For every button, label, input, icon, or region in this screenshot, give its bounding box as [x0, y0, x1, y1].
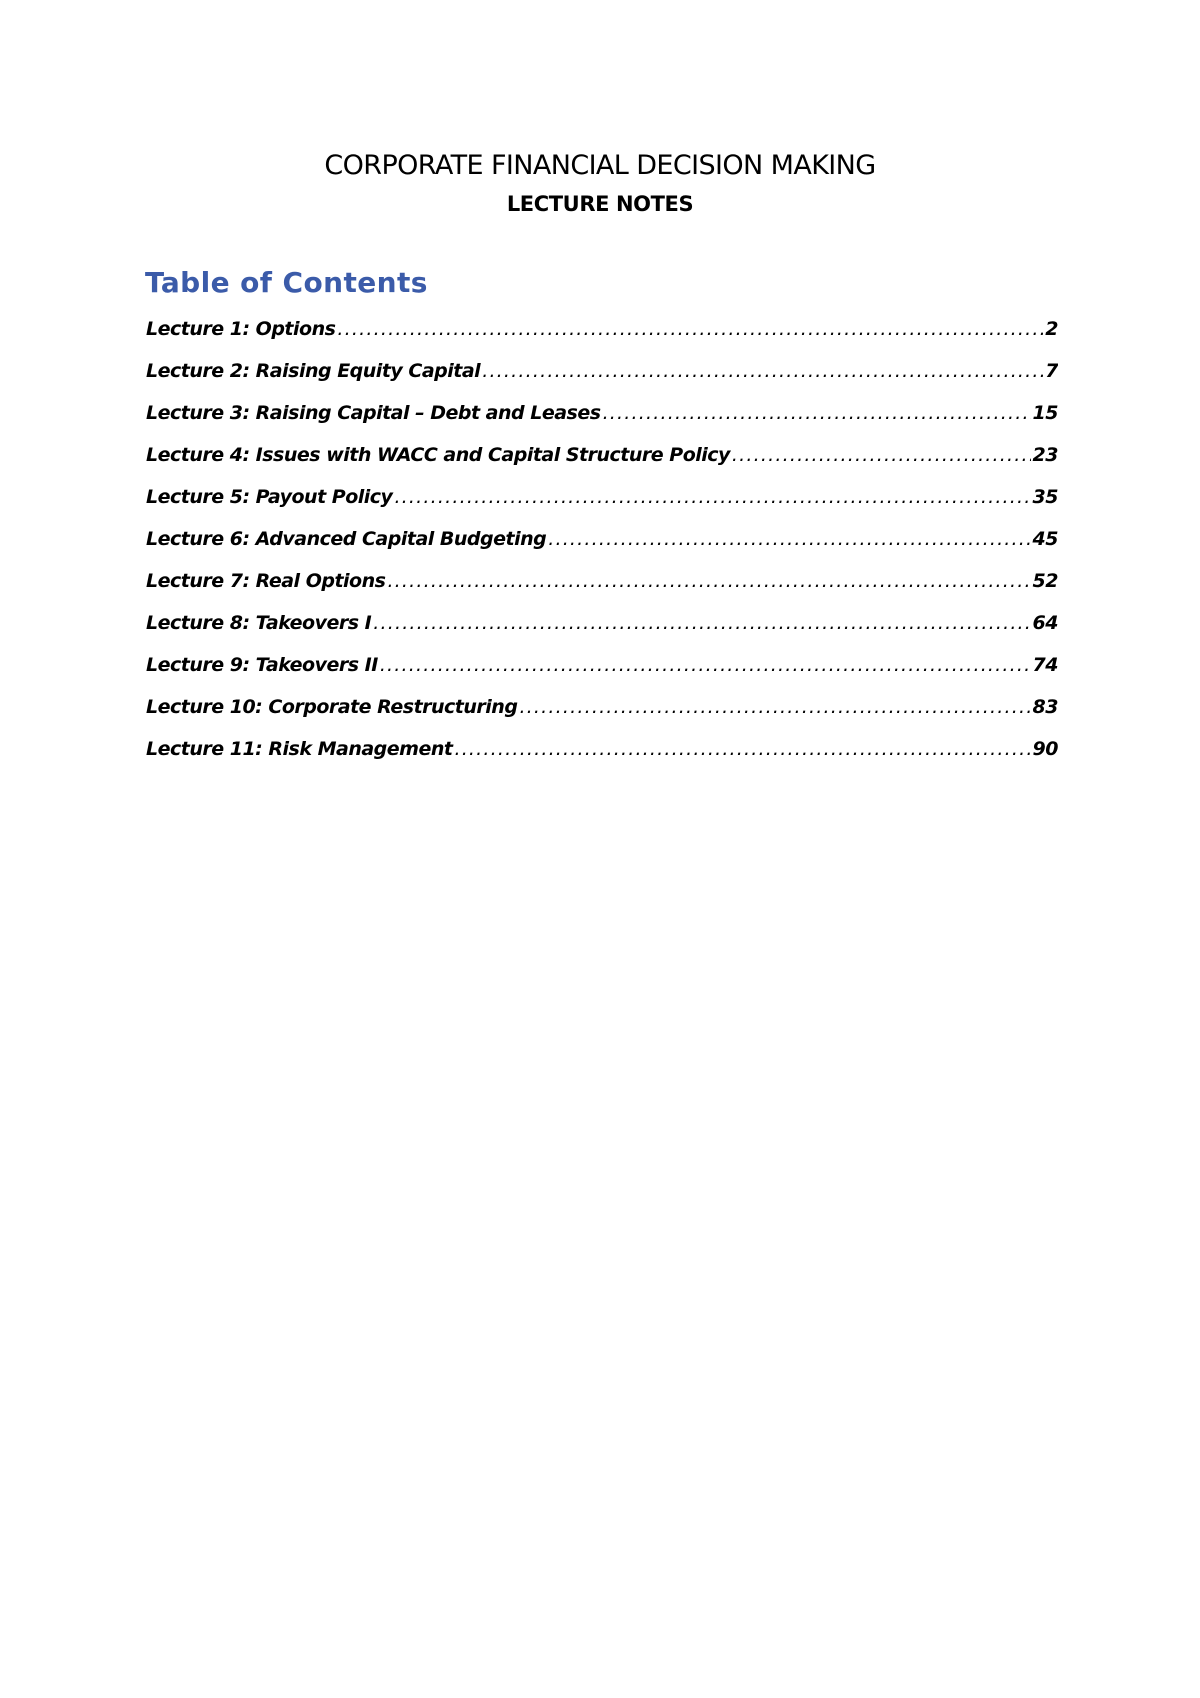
- toc-entry[interactable]: [146, 528, 1058, 570]
- toc-entry-label: Lecture 5: Payout Policy: [146, 486, 393, 508]
- toc-entry-label: Lecture 1: Options: [146, 318, 336, 340]
- document-subtitle: LECTURE NOTES: [506, 192, 694, 216]
- toc-entry-page: 64: [1032, 612, 1058, 634]
- toc-entry-label: Lecture 8: Takeovers I: [146, 612, 372, 634]
- toc-entry-page: 83: [1032, 696, 1058, 718]
- toc-entry[interactable]: [146, 402, 1058, 444]
- table-of-contents: [146, 318, 1058, 780]
- toc-entry-label: Lecture 6: Advanced Capital Budgeting: [146, 528, 547, 550]
- toc-entry-page: 90: [1032, 738, 1058, 760]
- toc-entry[interactable]: [146, 318, 1058, 360]
- toc-dot-leader: [482, 360, 1043, 382]
- toc-entry-page: 74: [1032, 654, 1058, 676]
- toc-dot-leader: [519, 696, 1030, 718]
- toc-dot-leader: [454, 738, 1030, 760]
- toc-entry-label: Lecture 2: Raising Equity Capital: [146, 360, 481, 382]
- toc-entry-label: Lecture 4: Issues with WACC and Capital Structure Policy: [146, 444, 730, 466]
- toc-dot-leader: [394, 486, 1030, 508]
- toc-entry-page: 2: [1045, 318, 1058, 340]
- toc-entry[interactable]: [146, 360, 1058, 402]
- toc-entry[interactable]: [146, 738, 1058, 780]
- toc-entry-page: 15: [1032, 402, 1058, 424]
- toc-entry[interactable]: [146, 444, 1058, 486]
- toc-dot-leader: [373, 612, 1030, 634]
- document-title: CORPORATE FINANCIAL DECISION MAKING: [324, 150, 876, 181]
- toc-entry[interactable]: [146, 612, 1058, 654]
- toc-entry-page: 52: [1032, 570, 1058, 592]
- toc-heading: Table of Contents: [145, 266, 428, 299]
- toc-entry-page: 23: [1032, 444, 1058, 466]
- toc-entry-label: Lecture 11: Risk Management: [146, 738, 453, 760]
- toc-entry[interactable]: [146, 570, 1058, 612]
- toc-dot-leader: [732, 444, 1031, 466]
- toc-dot-leader: [337, 318, 1043, 340]
- toc-entry-label: Lecture 10: Corporate Restructuring: [146, 696, 518, 718]
- toc-dot-leader: [603, 402, 1031, 424]
- toc-entry-page: 7: [1045, 360, 1058, 382]
- toc-dot-leader: [387, 570, 1030, 592]
- toc-entry[interactable]: [146, 696, 1058, 738]
- toc-entry[interactable]: [146, 486, 1058, 528]
- toc-entry-label: Lecture 7: Real Options: [146, 570, 386, 592]
- toc-entry[interactable]: [146, 654, 1058, 696]
- toc-entry-label: Lecture 3: Raising Capital – Debt and Leases: [146, 402, 601, 424]
- toc-entry-label: Lecture 9: Takeovers II: [146, 654, 378, 676]
- toc-dot-leader: [380, 654, 1031, 676]
- toc-dot-leader: [548, 528, 1030, 550]
- toc-entry-page: 45: [1032, 528, 1058, 550]
- toc-entry-page: 35: [1032, 486, 1058, 508]
